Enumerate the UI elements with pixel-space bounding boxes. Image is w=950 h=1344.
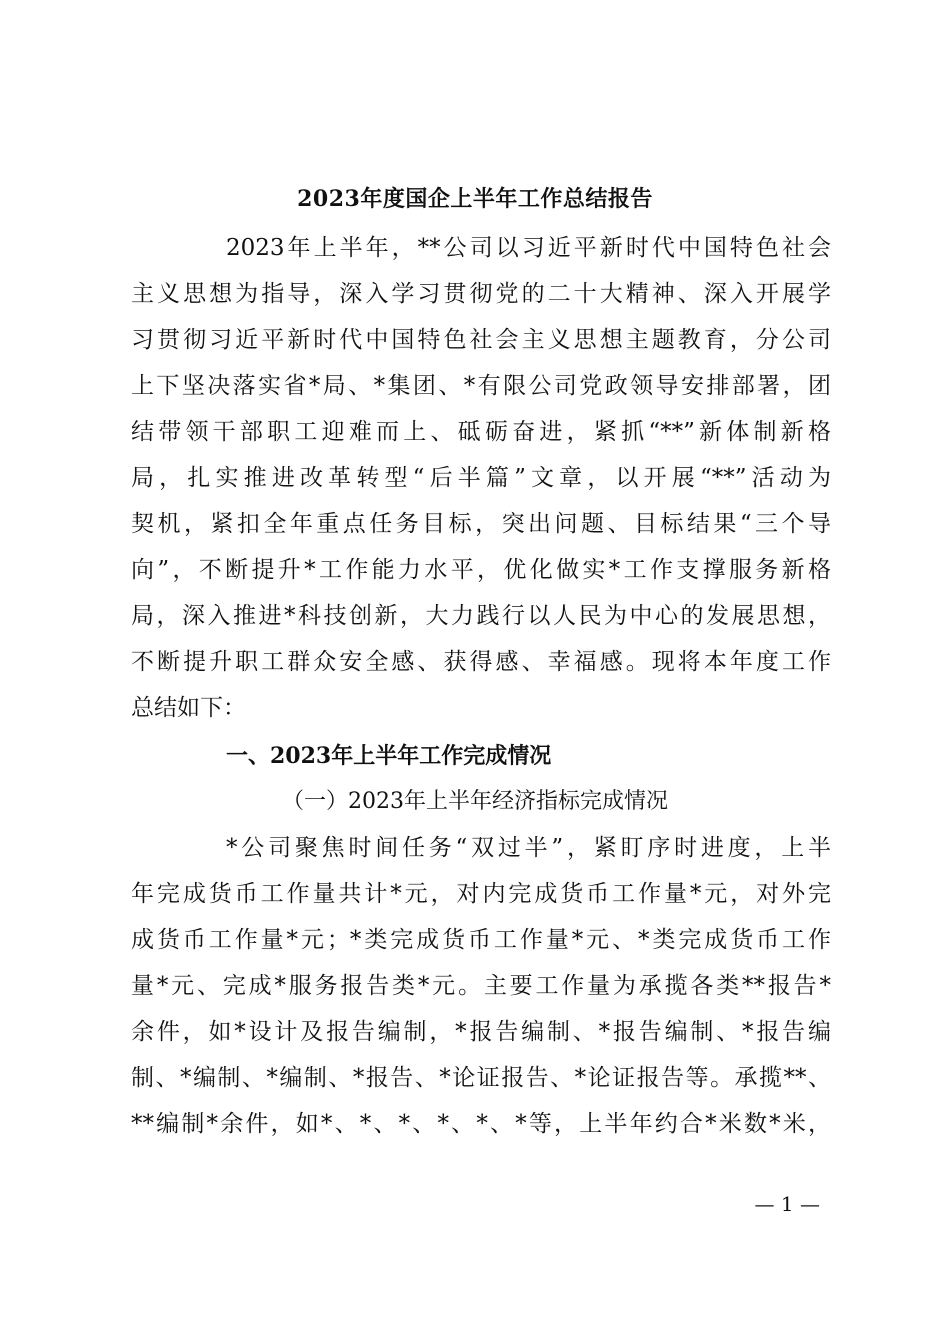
paragraph-line: 2023年上半年，**公司以习近平新时代中国特色社会	[226, 235, 831, 261]
paragraph-line: 不断提升职工群众安全感、获得感、幸福感。现将本年度工作	[131, 649, 831, 675]
paragraph-line: 结带领干部职工迎难而上、砥砺奋进，紧抓“**”新体制新格	[131, 419, 831, 445]
paragraph-line: 局，深入推进*科技创新，大力践行以人民为中心的发展思想，	[131, 603, 831, 629]
page-number: — 1 —	[754, 1192, 820, 1216]
paragraph-line: 向”，不断提升*工作能力水平，优化做实*工作支撑服务新格	[131, 557, 831, 583]
paragraph-line: 契机，紧扣全年重点任务目标，突出问题、目标结果“三个导	[131, 511, 831, 537]
paragraph-line: 总结如下：	[131, 695, 246, 721]
paragraph-line: 上下坚决落实省*局、*集团、*有限公司党政领导安排部署，团	[131, 373, 831, 399]
paragraph-line: 习贯彻习近平新时代中国特色社会主义思想主题教育，分公司	[131, 327, 831, 353]
paragraph-line: 制、*编制、*编制、*报告、*论证报告、*论证报告等。承揽**、	[131, 1065, 831, 1091]
document-title: 2023年度国企上半年工作总结报告	[297, 186, 653, 212]
section-heading: 一、2023年上半年工作完成情况	[226, 743, 552, 769]
paragraph-line: 局，扎实推进改革转型“后半篇”文章，以开展“**”活动为	[131, 465, 831, 491]
subsection-heading: （一）2023年上半年经济指标完成情况	[282, 789, 668, 814]
paragraph-line: *公司聚焦时间任务“双过半”，紧盯序时进度，上半	[226, 835, 831, 861]
paragraph-line: 成货币工作量*元；*类完成货币工作量*元、*类完成货币工作	[131, 927, 831, 953]
intro-paragraph	[131, 225, 831, 731]
economic-paragraph	[131, 825, 831, 1147]
paragraph-line: 量*元、完成*服务报告类*元。主要工作量为承揽各类**报告*	[131, 973, 831, 999]
paragraph-line: **编制*余件，如*、*、*、*、*、*等，上半年约合*米数*米，	[131, 1111, 831, 1137]
paragraph-line: 主义思想为指导，深入学习贯彻党的二十大精神、深入开展学	[131, 281, 831, 307]
paragraph-line: 余件，如*设计及报告编制，*报告编制、*报告编制、*报告编	[131, 1019, 831, 1045]
paragraph-line: 年完成货币工作量共计*元，对内完成货币工作量*元，对外完	[131, 881, 831, 907]
